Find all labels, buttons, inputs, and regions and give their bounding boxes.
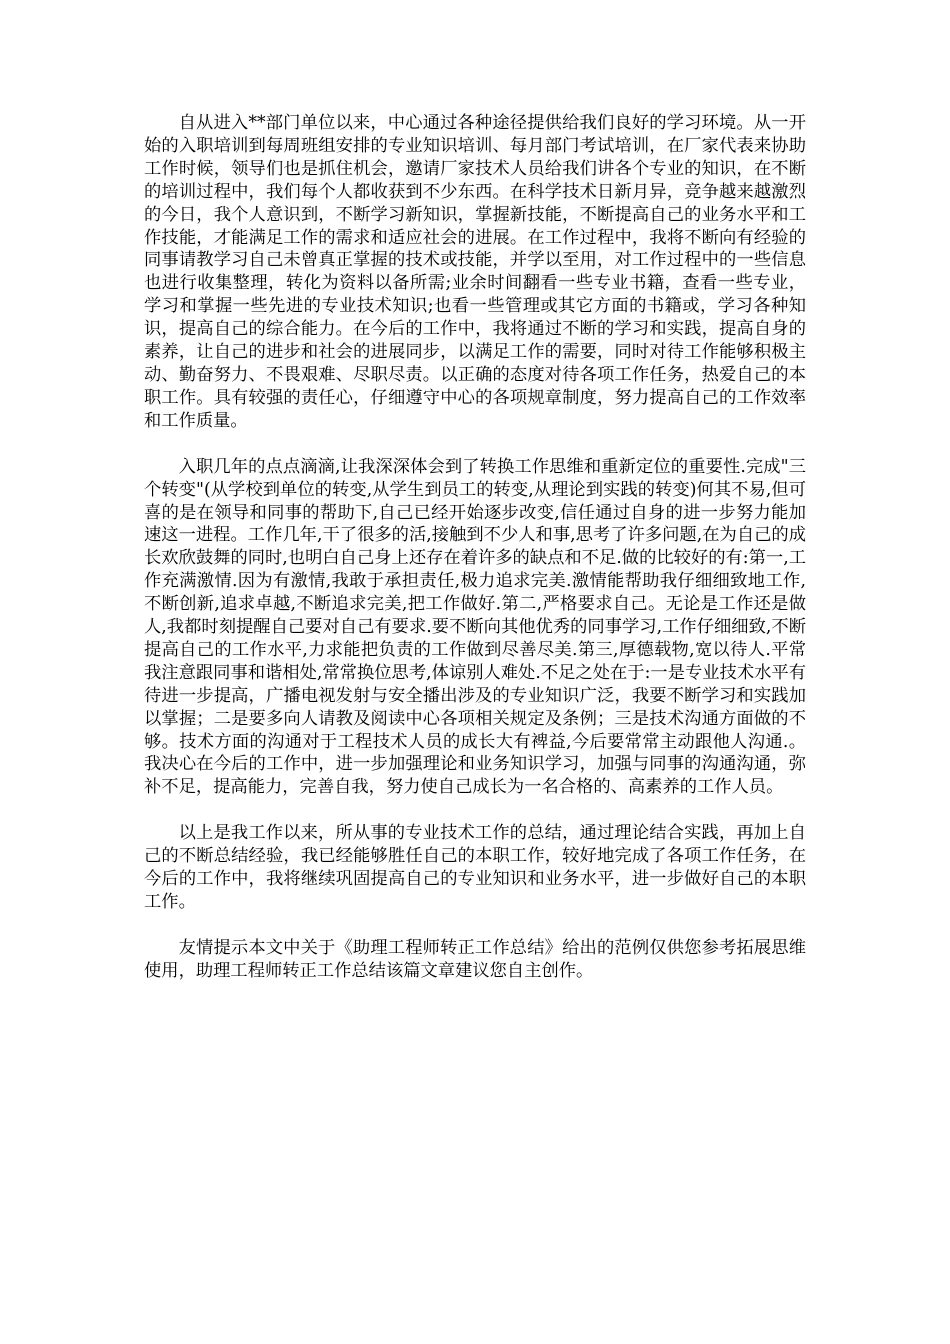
paragraph-1: 自从进入**部门单位以来，中心通过各种途径提供给我们良好的学习环境。从一开始的入职培训到每周班组安排的专业知识培训、每月部门考试培训，在厂家代表来协助工作时候，领导们也是抓住机会，邀请厂家技术人员给我们讲各个专业的知识，在不断的培训过程中，我们每个人都收获到不少东西。在科学技术日新月异，竞争越来越激烈的今日，我个人意识到，不断学习新知识，掌握新技能，不断提高自己的业务水平和工作技能，才能满足工作的需求和适应社会的进展。在工作过程中，我将不断向有经验的同事请教学习自己未曾真正掌握的技术或技能，并学以至用，对工作过程中的一些信息也进行收集整理，转化为资料以备所需;业余时间翻看一些专业书籍，查看一些专业，学习和掌握一些先进的专业技术知识;也看一些管理或其它方面的书籍或，学习各种知识，提高自己的综合能力。在今后的工作中，我将通过不断的学习和实践，提高自身的素养，让自己的进步和社会的进展同步，以满足工作的需要，同时对待工作能够积极主动、勤奋努力、不畏艰难、尽职尽责。以正确的态度对待各项工作任务，热爱自己的本职工作。具有较强的责任心，仔细遵守中心的各项规章制度，努力提高自己的工作效率和工作质量。 — [144, 113, 806, 431]
paragraph-3: 以上是我工作以来，所从事的专业技术工作的总结，通过理论结合实践，再加上自己的不断总结经验，我已经能够胜任自己的本职工作，较好地完成了各项工作任务，在今后的工作中，我将继续巩固提高自己的专业知识和业务水平，进一步做好自己的本职工作。 — [144, 823, 806, 912]
document-body — [144, 112, 806, 983]
paragraph-2: 入职几年的点点滴滴,让我深深体会到了转换工作思维和重新定位的重要性.完成"三个转变"(从学校到单位的转变,从学生到员工的转变,从理论到实践的转变)何其不易,但可喜的是在领导和同事的帮助下,自己已经开始逐步改变,信任通过自身的进一步努力能加速这一进程。工作几年,干了很多的活,接触到不少人和事,思考了许多问题,在为自己的成长欢欣鼓舞的同时,也明白自己身上还存在着许多的缺点和不足.做的比较好的有:第一,工作充满激情.因为有激情,我敢于承担责任,极力追求完美.激情能帮助我仔细细致地工作,不断创新,追求卓越,不断追求完美,把工作做好.第二,严格要求自己。无论是工作还是做人,我都时刻提醒自己要对自己有要求.要不断向其他优秀的同事学习,工作仔细细致,不断提高自己的工作水平,力求能把负责的工作做到尽善尽美.第三,厚德载物,宽以待人.平常我注意跟同事和谐相处,常常换位思考,体谅别人难处.不足之处在于:一是专业技术水平有待进一步提高，广播电视发射与安全播出涉及的专业知识广泛，我要不断学习和实践加以掌握；二是要多向人请教及阅读中心各项相关规定及条例；三是技术沟通方面做的不够。技术方面的沟通对于工程技术人员的成长大有裨益,今后要常常主动跟他人沟通.。我决心在今后的工作中，进一步加强理论和业务知识学习，加强与同事的沟通沟通，弥补不足，提高能力，完善自我，努力使自己成长为一名合格的、高素养的工作人员。 — [144, 456, 806, 798]
paragraph-4: 友情提示本文中关于《助理工程师转正工作总结》给出的范例仅供您参考拓展思维使用，助理工程师转正工作总结该篇文章建议您自主创作。 — [144, 937, 806, 981]
